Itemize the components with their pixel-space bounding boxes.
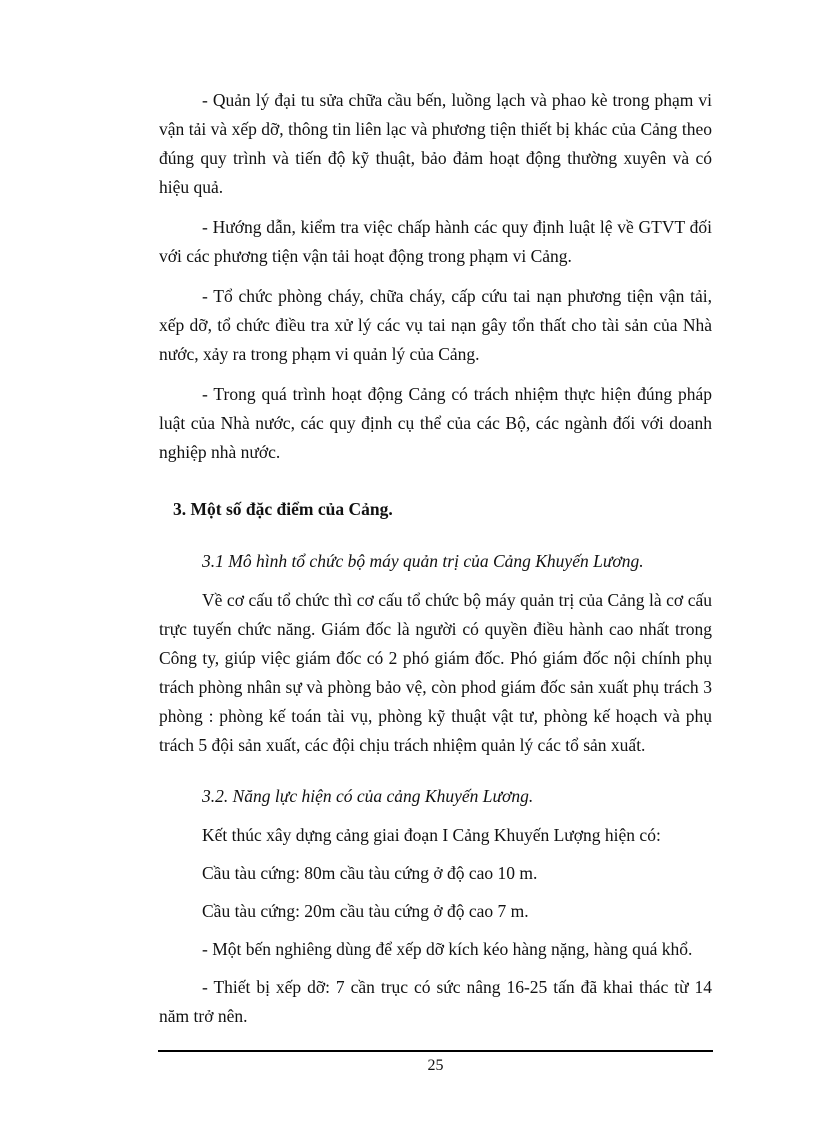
subsection-title-capacity: 3.2. Năng lực hiện có của cảng Khuyến Lương. [202,786,534,806]
capacity-line: - Một bến nghiêng dùng để xếp dỡ kích kéo hàng nặng, hàng quá khổ. [202,939,693,959]
capacity-line: Cầu tàu cứng: 80m cầu tàu cứng ở độ cao 10 m. [202,863,538,883]
paragraph-fire-safety: - Tổ chức phòng cháy, chữa cháy, cấp cứu tai nạn phương tiện vận tải, xếp dỡ, tổ chức điều tra xử lý các vụ tai nạn gây tổn thất cho tài sản của Nhà nước, xảy ra trong phạm vi quản lý của Cảng. [159,286,712,364]
paragraph-organization-structure: Về cơ cấu tổ chức thì cơ cấu tổ chức bộ máy quản trị của Cảng là cơ cấu trực tuyến chức năng. Giám đốc là người có quyền điều hành cao nhất trong Công ty, giúp việc giám đốc có 2 phó giám đốc. Phó giám đốc nội chính phụ trách phòng nhân sự và phòng bảo vệ, còn phod giám đốc sản xuất phụ trách 3 phòng : phòng kế toán tài vụ, phòng kỹ thuật vật tư, phòng kế hoạch và phụ trách 5 đội sản xuất, các đội chịu trách nhiệm quản lý các tổ sản xuất. [159,590,712,755]
section-heading: 3. Một số đặc điểm của Cảng. [173,499,393,519]
paragraph-repair-management: - Quản lý đại tu sửa chữa cầu bến, luồng lạch và phao kè trong phạm vi vận tải và xếp dỡ, thông tin liên lạc và phương tiện thiết bị khác của Cảng theo đúng quy trình và tiến độ kỹ thuật, bảo đảm hoạt động thường xuyên và có hiệu quả. [159,90,712,197]
capacity-line: Cầu tàu cứng: 20m cầu tàu cứng ở độ cao 7 m. [202,901,529,921]
footer-divider [158,1050,713,1052]
paragraph-handling-equipment: - Thiết bị xếp dỡ: 7 cần trục có sức nâng 16-25 tấn đã khai thác từ 14 năm trở nên. [159,977,712,1026]
paragraph-traffic-regulation: - Hướng dẫn, kiểm tra việc chấp hành các quy định luật lệ về GTVT đối với các phương tiện vận tải hoạt động trong phạm vi Cảng. [159,217,712,266]
paragraph-legal-compliance: - Trong quá trình hoạt động Cảng có trách nhiệm thực hiện đúng pháp luật của Nhà nước, các quy định cụ thể của các Bộ, các ngành đối với doanh nghiệp nhà nước. [159,384,712,462]
subsection-title-organization: 3.1 Mô hình tổ chức bộ máy quản trị của Cảng Khuyến Lương. [202,551,644,571]
page-number: 25 [427,1057,444,1074]
document-page [159,86,712,1042]
capacity-line: Kết thúc xây dựng cảng giai đoạn I Cảng Khuyến Lượng hiện có: [202,825,661,845]
